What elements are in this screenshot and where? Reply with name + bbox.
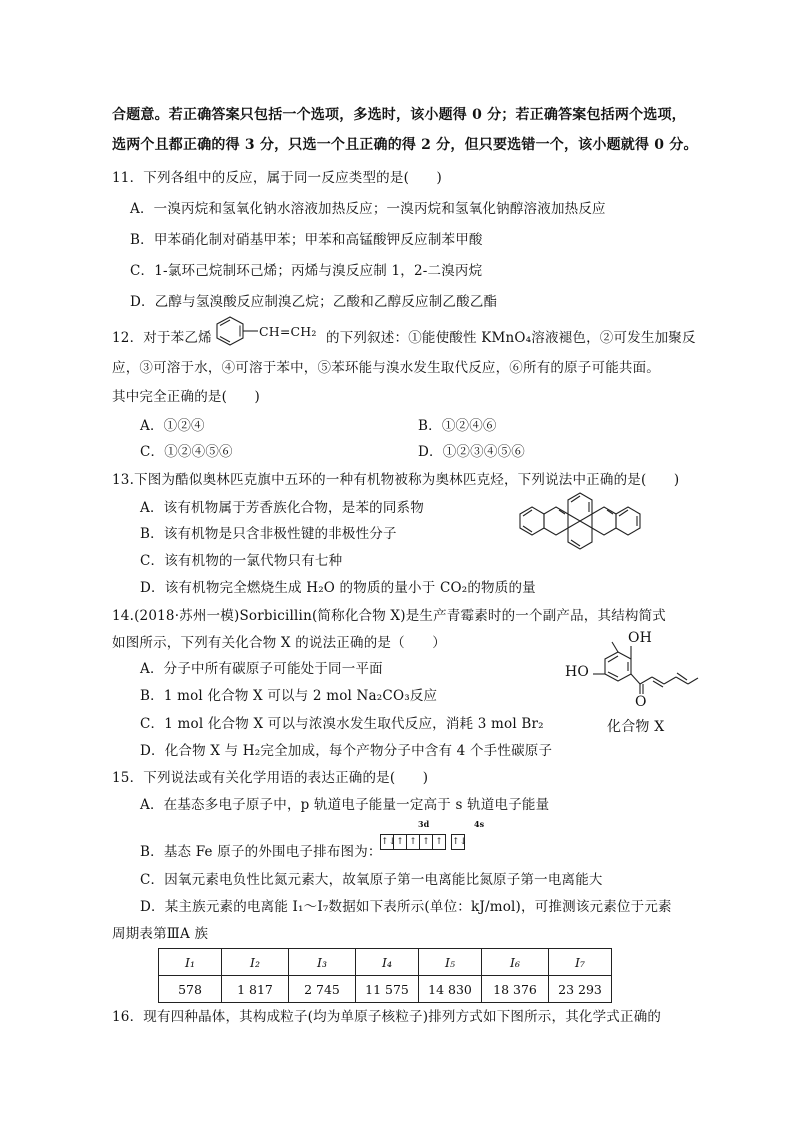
orbital-4s-box: ↑↓: [451, 834, 465, 850]
q11-option-b: B．甲苯硝化制对硝基甲苯；甲苯和高锰酸钾反应制苯甲酸: [130, 232, 483, 248]
table-cell: 2 745: [289, 976, 356, 1003]
q12-line-2: 应，③可溶于水，④可溶于苯中，⑤苯环能与溴水发生取代反应，⑥所有的原子可能共面。: [112, 360, 660, 376]
sorbicillin-ho-label: HO: [565, 664, 590, 680]
q15-option-a: A．在基态多电子原子中，p 轨道电子能量一定高于 s 轨道电子能量: [140, 797, 550, 813]
q15-option-d: D．某主族元素的电离能 I₁～I₇数据如下表所示(单位：kJ/mol)，可推测该元素位于元素: [140, 899, 672, 915]
orbital-3d-box: ↑: [393, 834, 407, 850]
table-cell: 11 575: [356, 976, 419, 1003]
q12-line-3: 其中完全正确的是( ): [112, 389, 260, 405]
orbital-3d-box: ↑: [419, 834, 433, 850]
q13-option-b: B．该有机物是只含非极性键的非极性分子: [140, 526, 397, 542]
table-header-cell: I₆: [482, 949, 549, 976]
table-header-cell: I₂: [222, 949, 289, 976]
sorbicillin-oh-label: OH: [628, 630, 653, 646]
orbital-3d-box: ↑: [406, 834, 420, 850]
q12-option-b: B．①②④⑥: [418, 418, 497, 434]
q11-option-c: C．1-氯环己烷制环己烯；丙烯与溴反应制 1，2-二溴丙烷: [130, 263, 483, 279]
instructions-line-1: 合题意。若正确答案只包括一个选项，多选时，该小题得 0 分；若正确答案包括两个选项，: [112, 107, 686, 123]
q12-stem-post: 的下列叙述：①能使酸性 KMnO₄溶液褪色，②可发生加聚反: [326, 330, 696, 346]
q15-stem: 15．下列说法或有关化学用语的表达正确的是( ): [112, 770, 429, 786]
olympicene-structure: [512, 488, 662, 550]
table-header-cell: I₁: [159, 949, 222, 976]
q14-option-b: B．1 mol 化合物 X 可以与 2 mol Na₂CO₃反应: [140, 688, 438, 704]
sorbicillin-caption: 化合物 X: [607, 719, 665, 735]
q14-stem: 14.(2018·苏州一模)Sorbicillin(简称化合物 X)是生产青霉素时的一个副产品，其结构简式: [112, 608, 667, 624]
table-header-cell: I₇: [549, 949, 612, 976]
q14-option-a: A．分子中所有碳原子可能处于同一平面: [140, 661, 383, 677]
q12-option-c: C．①②④⑤⑥: [140, 444, 233, 460]
table-header-cell: I₄: [356, 949, 419, 976]
table-cell: 14 830: [419, 976, 482, 1003]
q16-stem: 16．现有四种晶体，其构成粒子(均为单原子核粒子)排列方式如下图所示，其化学式正确的: [112, 1009, 662, 1025]
q13-option-a: A．该有机物属于芳香族化合物，是苯的同系物: [140, 500, 424, 516]
orbital-4s-label: 4s: [474, 819, 485, 829]
q14-line-2: 如图所示，下列有关化合物 X 的说法正确的是（ ）: [112, 635, 446, 651]
instructions-line-2: 选两个且都正确的得 3 分，只选一个且正确的得 2 分，但只要选错一个，该小题就得 0 分。: [112, 137, 698, 153]
q14-option-c: C．1 mol 化合物 X 可以与浓溴水发生取代反应，消耗 3 mol Br₂: [140, 716, 544, 732]
table-header-cell: I₅: [419, 949, 482, 976]
q11-option-a: A．一溴丙烷和氢氧化钠水溶液加热反应；一溴丙烷和氢氧化钠醇溶液加热反应: [130, 201, 606, 217]
q13-stem: 13.下图为酷似奥林匹克旗中五环的一种有机物被称为奥林匹克烃，下列说法中正确的是( ): [112, 472, 680, 488]
q12-option-d: D．①②③④⑤⑥: [418, 444, 525, 460]
table-cell: 23 293: [549, 976, 612, 1003]
q15-option-d-line-2: 周期表第ⅢA 族: [112, 926, 209, 942]
q14-option-d: D．化合物 X 与 H₂完全加成，每个产物分子中含有 4 个手性碳原子: [140, 743, 553, 759]
q11-option-d: D．乙醇与氢溴酸反应制溴乙烷；乙酸和乙醇反应制乙酸乙酯: [130, 294, 498, 310]
table-header-cell: I₃: [289, 949, 356, 976]
table-cell: 578: [159, 976, 222, 1003]
table-cell: 18 376: [482, 976, 549, 1003]
ionization-energy-table: [158, 948, 612, 1003]
q13-option-d: D．该有机物完全燃烧生成 H₂O 的物质的量小于 CO₂的物质的量: [140, 580, 536, 596]
q11-stem: 11．下列各组中的反应，属于同一反应类型的是( ): [112, 170, 442, 186]
styrene-vinyl-label: CH=CH₂: [259, 324, 317, 339]
fe-orbital-diagram: [380, 819, 485, 853]
q15-option-b: B．基态 Fe 原子的外围电子排布图为：: [140, 844, 382, 860]
table-cell: 1 817: [222, 976, 289, 1003]
orbital-3d-box: ↑: [432, 834, 446, 850]
q15-option-c: C．因氧元素电负性比氮元素大，故氧原子第一电离能比氮原子第一电离能大: [140, 872, 603, 888]
table-row: [159, 976, 612, 1003]
q12-stem-pre: 12．对于苯乙烯: [112, 330, 212, 346]
q12-option-a: A．①②④: [140, 418, 205, 434]
orbital-3d-label: 3d: [418, 819, 430, 829]
orbital-3d-box: ↑↓: [380, 834, 394, 850]
table-header-row: [159, 949, 612, 976]
q13-option-c: C．该有机物的一氯代物只有七种: [140, 553, 343, 569]
sorbicillin-o-label: O: [635, 694, 647, 710]
